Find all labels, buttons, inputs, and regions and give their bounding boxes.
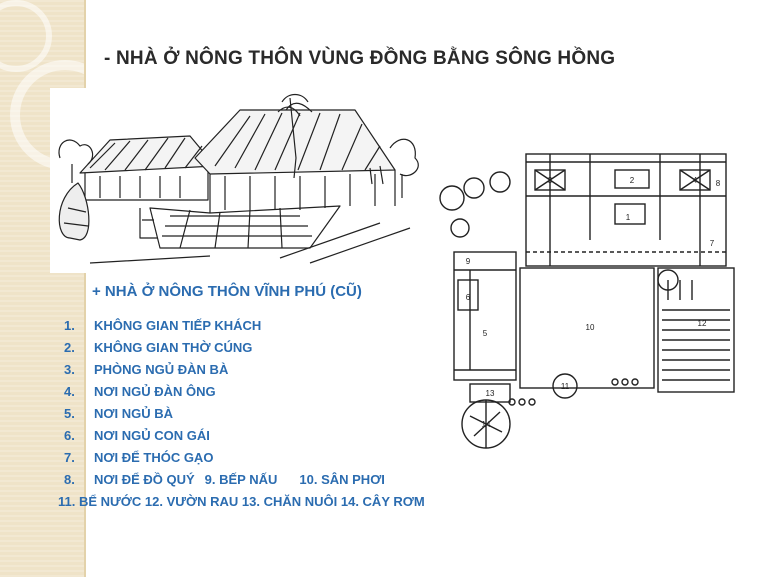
plan-label-10: 10 (585, 323, 595, 332)
decorative-side-band (0, 0, 84, 577)
plan-label-7: 7 (709, 239, 715, 248)
legend-item: 1. KHÔNG GIAN TIẾP KHÁCH (64, 318, 262, 333)
plan-label-5: 5 (482, 329, 488, 338)
plan-label-9: 9 (465, 257, 471, 266)
house-perspective-sketch (50, 88, 430, 273)
band-divider (84, 0, 86, 577)
main-house-outline (526, 154, 726, 266)
plan-label-6: 6 (465, 293, 471, 302)
page-title: - NHÀ Ở NÔNG THÔN VÙNG ĐỒNG BẰNG SÔNG HỒNG (104, 48, 616, 69)
plan-label-4: 4 (692, 176, 698, 185)
section-subtitle: + NHÀ Ở NÔNG THÔN VĨNH PHÚ (CŨ) (92, 283, 362, 300)
decorative-ring (0, 0, 52, 72)
floor-plan (430, 140, 760, 470)
legend-item: 6. NƠI NGỦ CON GÁI (64, 428, 210, 443)
plan-label-1: 1 (625, 213, 631, 222)
plan-label-3: 3 (547, 176, 553, 185)
legend-item: 11. BỂ NƯỚC 12. VƯỜN RAU 13. CHĂN NUÔI 14. CÂY RƠM (58, 494, 425, 509)
plan-label-8: 8 (715, 179, 721, 188)
legend-item: 3. PHÒNG NGỦ ĐÀN BÀ (64, 362, 229, 377)
legend-item: 4. NƠI NGỦ ĐÀN ÔNG (64, 384, 216, 399)
legend-item: 8. NƠI ĐỂ ĐỒ QUÝ 9. BẾP NẤU 10. SÂN PHƠI (64, 472, 385, 487)
plan-label-2: 2 (629, 176, 635, 185)
plan-label-11: 11 (560, 382, 570, 391)
left-annex (454, 252, 516, 380)
legend-item: 5. NƠI NGỦ BÀ (64, 406, 173, 421)
plan-label-13: 13 (485, 389, 495, 398)
plan-label-12: 12 (697, 319, 707, 328)
legend-item: 7. NƠI ĐỂ THÓC GẠO (64, 450, 214, 465)
legend-item: 2. KHÔNG GIAN THỜ CÚNG (64, 340, 253, 355)
plan-label-14: 14 (481, 420, 491, 429)
